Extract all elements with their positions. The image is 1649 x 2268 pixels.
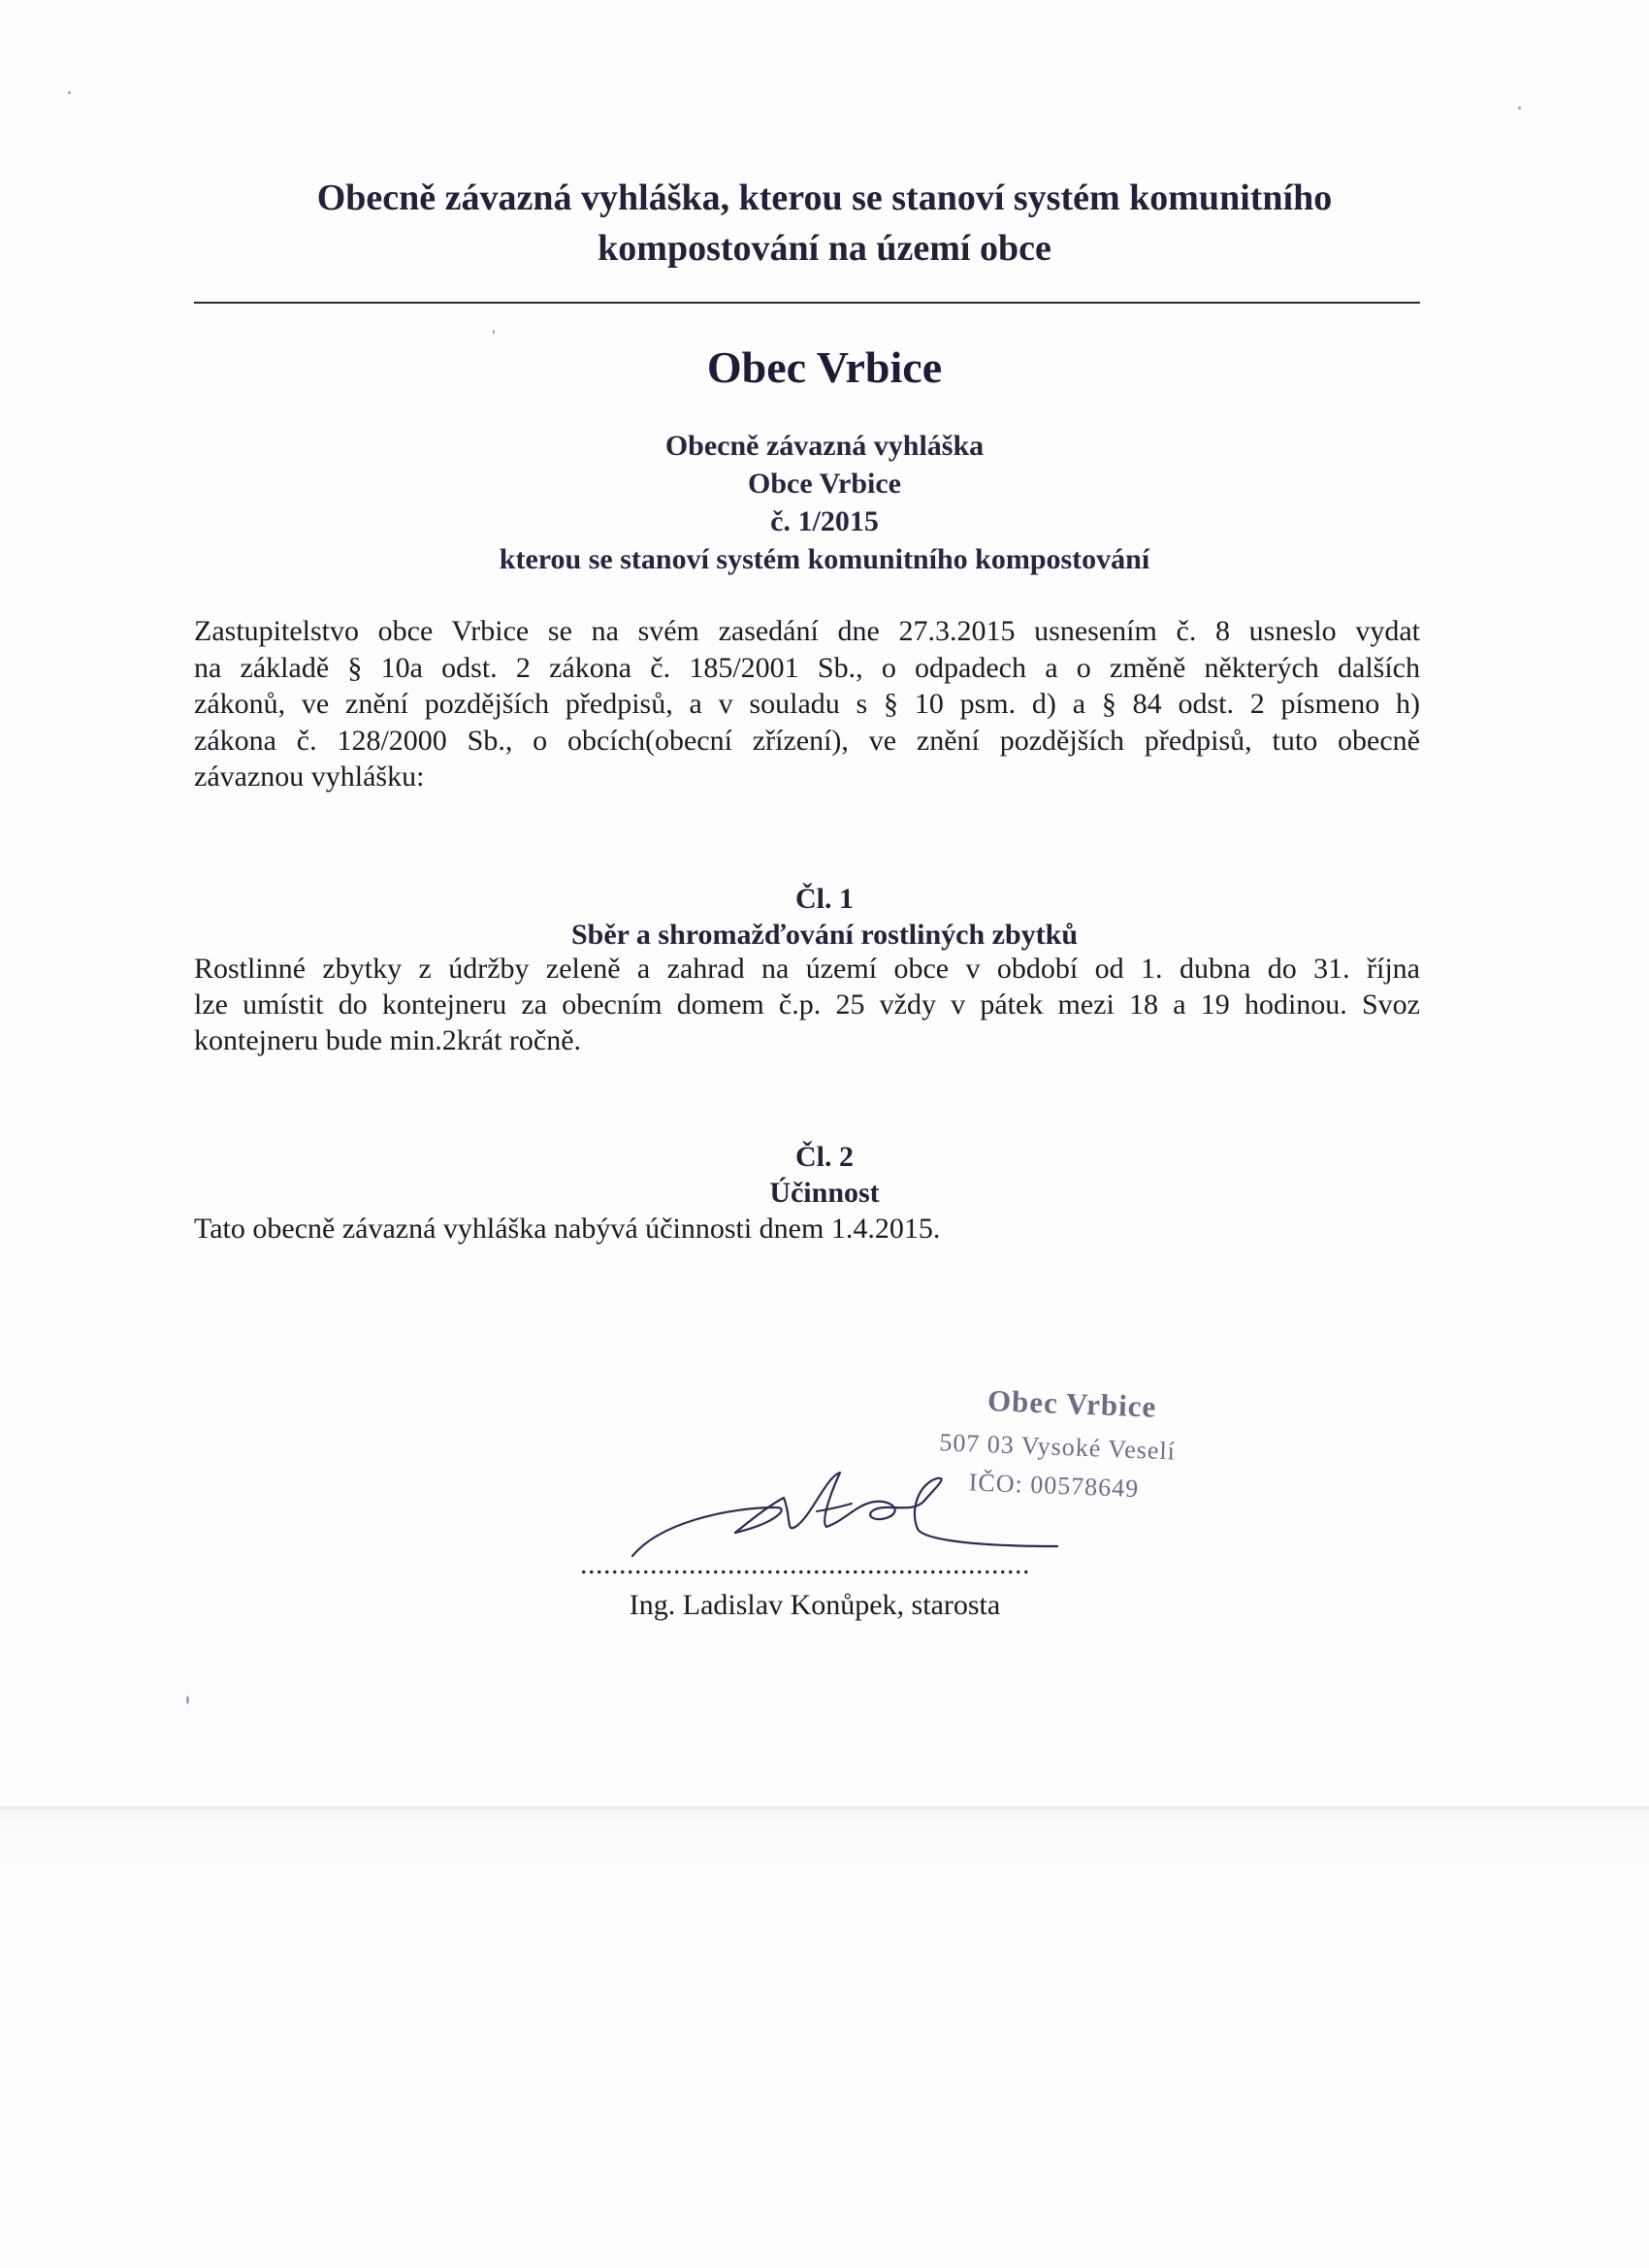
- preamble-line: Zastupitelstvo obce Vrbice se na svém zasedání dne 27.3.2015 usnesením č. 8 usneslo vydat: [194, 615, 1420, 647]
- article-1-number: Čl. 1: [795, 883, 854, 915]
- article-1-body: [194, 951, 1420, 1058]
- article-2-heading: [194, 1139, 1455, 1211]
- paper-fold-line: [0, 1806, 1649, 1809]
- scan-lower-area: [0, 1809, 1649, 2268]
- ordinance-title-block: [194, 427, 1455, 578]
- article-2-title: Účinnost: [769, 1177, 880, 1209]
- ordinance-title-line-1: Obecně závazná vyhláška: [664, 430, 985, 462]
- header-title-line-1: Obecně závazná vyhláška, kterou se stanoví systém komunitního: [316, 178, 1333, 218]
- article-1-heading: [194, 881, 1455, 953]
- ordinance-number: č. 1/2015: [770, 505, 879, 537]
- article-1-line: lze umístit do kontejneru za obecním domem č.p. 25 vždy v pátek mezi 18 a 19 hodinou. Svoz: [194, 988, 1420, 1021]
- scan-speck: [68, 91, 71, 94]
- preamble-line: závaznou vyhlášku:: [194, 761, 425, 793]
- signer-name: Ing. Ladislav Konůpek, starosta: [629, 1589, 1001, 1621]
- preamble-line: zákona č. 128/2000 Sb., o obcích(obecní zřízení), ve znění pozdějších předpisů, tuto obecně: [194, 724, 1420, 757]
- municipality-name: Obec Vrbice: [706, 342, 943, 392]
- ordinance-title-line-2: Obce Vrbice: [747, 468, 901, 500]
- article-2-body: [194, 1211, 1420, 1247]
- scan-speck: [186, 1696, 189, 1704]
- header-title-line-2: kompostování na území obce: [598, 228, 1051, 269]
- header-divider: [194, 302, 1420, 304]
- stamp-municipality: Obec Vrbice: [986, 1383, 1157, 1424]
- article-2-line: Tato obecně závazná vyhláška nabývá účinnosti dnem 1.4.2015.: [194, 1213, 941, 1245]
- article-1-title: Sběr a shromažďování rostliných zbytků: [570, 919, 1079, 951]
- article-2-number: Čl. 2: [795, 1141, 854, 1173]
- signature-line: ..........................................................: [580, 1548, 1030, 1580]
- article-1-line: Rostlinné zbytky z údržby zeleně a zahrad na území obce v období od 1. dubna do 31. října: [194, 953, 1420, 985]
- document-header-title: [194, 173, 1455, 274]
- stamp-address: 507 03 Vysoké Veselí: [938, 1428, 1177, 1466]
- preamble-paragraph: [194, 613, 1420, 795]
- preamble-line: zákonů, ve znění pozdějších předpisů, a v souladu s § 10 psm. d) a § 84 odst. 2 písmeno h): [194, 688, 1420, 720]
- stamp-ico: IČO: 00578649: [968, 1468, 1140, 1504]
- ordinance-subject: kterou se stanoví systém komunitního kompostování: [499, 543, 1150, 575]
- preamble-line: na základě § 10a odst. 2 zákona č. 185/2001 Sb., o odpadech a o změně některých dalších: [194, 651, 1420, 684]
- article-1-line: kontejneru bude min.2krát ročně.: [194, 1024, 582, 1056]
- scan-speck: [1518, 107, 1521, 110]
- scan-speck: [493, 330, 495, 334]
